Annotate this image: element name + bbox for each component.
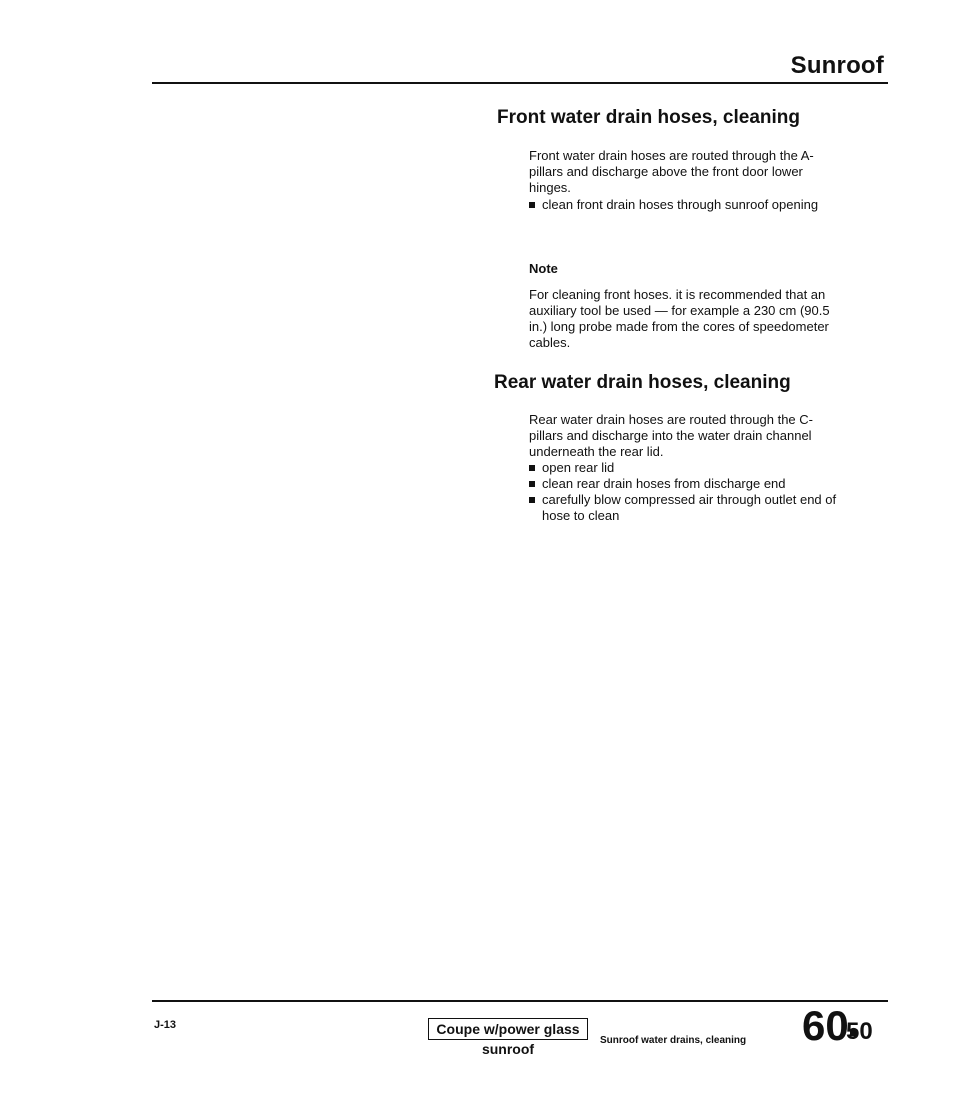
rear-intro-paragraph: Rear water drain hoses are routed through the C-pillars and discharge into the water drain channel underneath the rear lid. <box>529 412 813 459</box>
section-heading-rear: Rear water drain hoses, cleaning <box>494 372 791 393</box>
front-bullet-item <box>529 197 839 213</box>
header-divider <box>152 82 888 84</box>
rear-bullet-list <box>529 460 849 524</box>
list-item <box>529 476 849 492</box>
page-title: Sunroof <box>790 52 884 79</box>
rear-bullet-text: carefully blow compressed air through outlet end of hose to clean <box>542 492 837 523</box>
page-number-sub: 50 <box>846 1018 873 1045</box>
page-code: J-13 <box>154 1019 177 1031</box>
front-bullet-text: clean front drain hoses through sunroof opening <box>542 197 819 212</box>
bullet-square-icon <box>529 497 535 503</box>
page-number-main-text: 60 <box>802 1002 849 1049</box>
rear-bullet-text: open rear lid <box>542 460 615 475</box>
footer-divider <box>152 1000 888 1002</box>
model-box: Coupe w/power glass sunroof <box>428 1018 588 1040</box>
note-paragraph: For cleaning front hoses. it is recommended that an auxiliary tool be used — for example a 230 cm (90.5 in.) long probe made from the cores of speedometer cables. <box>529 287 830 350</box>
bullet-square-icon <box>529 202 535 208</box>
note-label: Note <box>529 261 558 276</box>
list-item <box>529 460 849 476</box>
footer-description: Sunroof water drains, cleaning <box>600 1035 747 1046</box>
front-intro-paragraph: Front water drain hoses are routed through the A-pillars and discharge above the front door lower hinges. <box>529 148 814 195</box>
bullet-square-icon <box>529 465 535 471</box>
bullet-square-icon <box>529 481 535 487</box>
list-item <box>529 492 849 524</box>
rear-bullet-text: clean rear drain hoses from discharge end <box>542 476 786 491</box>
section-heading-front: Front water drain hoses, cleaning <box>497 107 801 128</box>
